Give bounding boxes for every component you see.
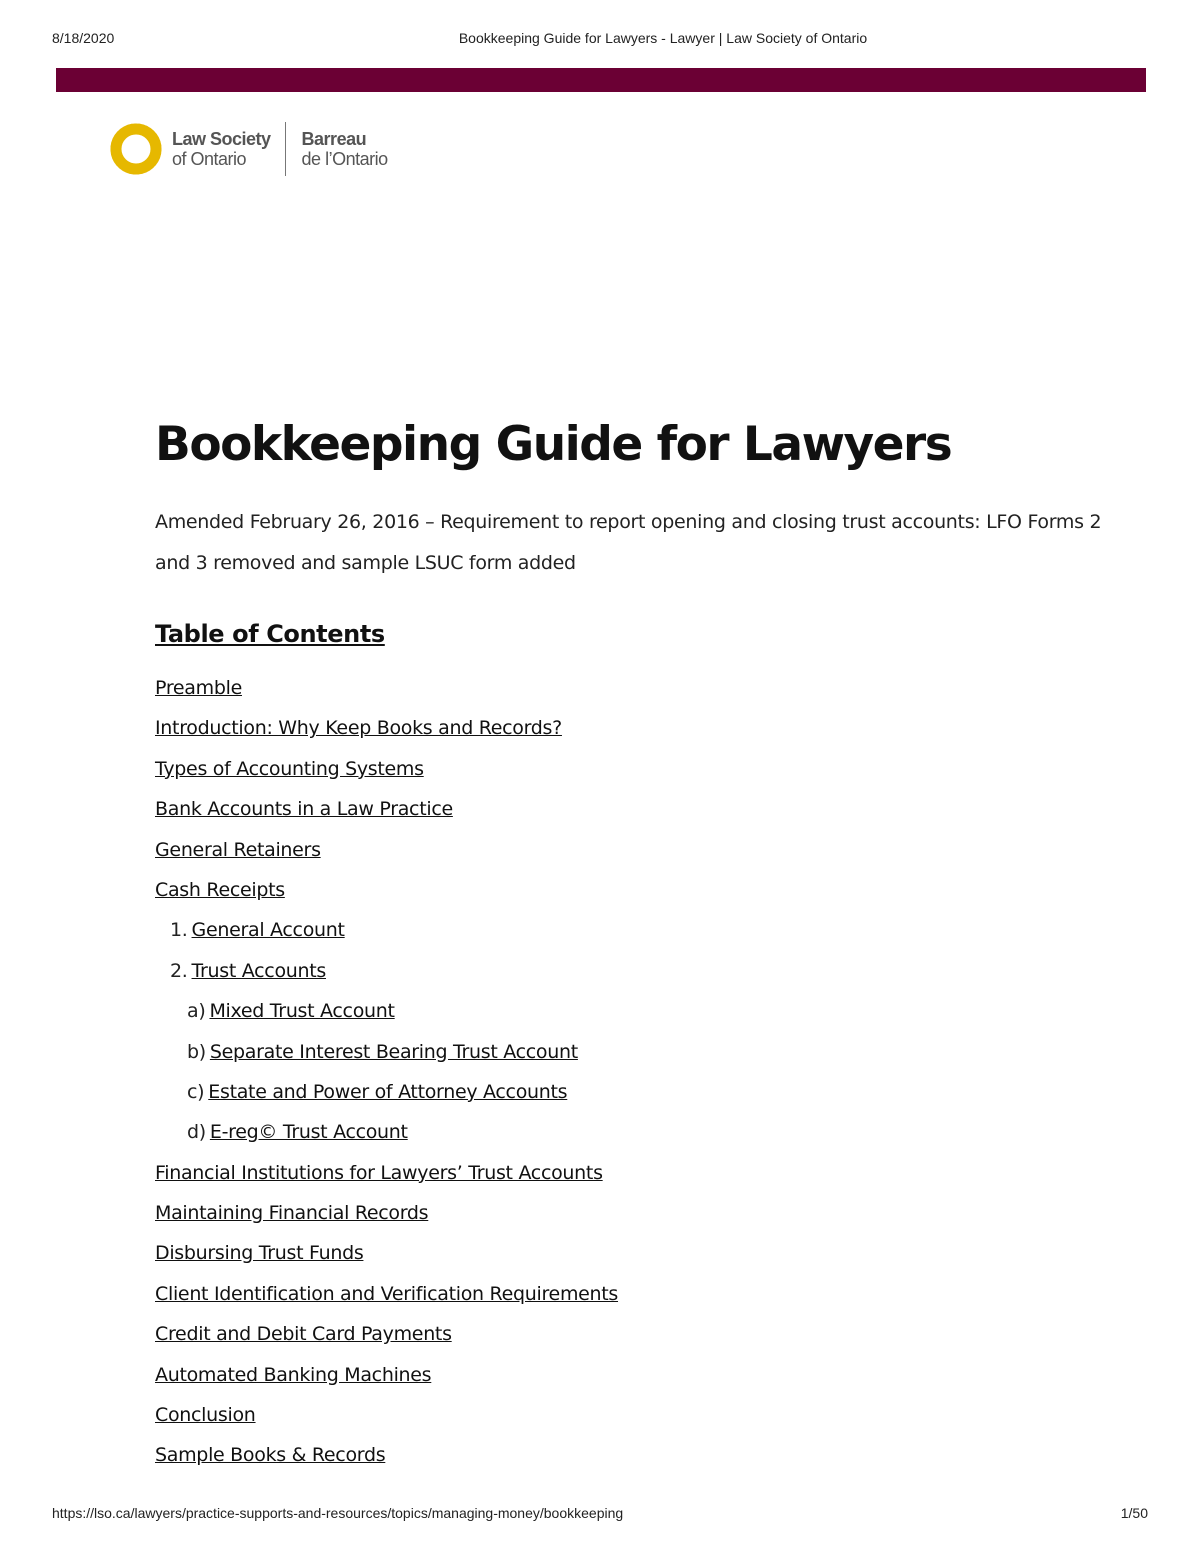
toc-link[interactable]: General Retainers <box>155 838 321 861</box>
toc-link[interactable]: Disbursing Trust Funds <box>155 1242 364 1265</box>
toc-link[interactable]: Financial Institutions for Lawyers’ Trust Accounts <box>155 1161 603 1184</box>
logo-english-line1: Law Society <box>172 129 271 149</box>
toc-item-marker: b) <box>187 1040 206 1063</box>
logo-french-line1: Barreau <box>301 129 367 149</box>
toc-link[interactable]: Automated Banking Machines <box>155 1363 432 1386</box>
toc-item <box>155 1193 1115 1233</box>
toc-link[interactable]: Maintaining Financial Records <box>155 1202 429 1225</box>
print-date: 8/18/2020 <box>52 30 115 46</box>
page-number: 1/50 <box>1120 1505 1148 1521</box>
toc-item <box>155 1233 1115 1273</box>
toc-link[interactable]: Separate Interest Bearing Trust Account <box>209 1040 578 1063</box>
logo-divider <box>285 122 286 176</box>
logo-english-line2: of Ontario <box>172 149 247 169</box>
toc-link[interactable]: General Account <box>191 919 345 942</box>
print-url: https://lso.ca/lawyers/practice-supports-and-resources/topics/managing-money/bookkeeping <box>52 1505 624 1521</box>
toc-link[interactable]: E-reg© Trust Account <box>209 1121 408 1144</box>
toc-item-marker: a) <box>187 1000 206 1023</box>
table-of-contents <box>155 668 1115 1476</box>
toc-heading[interactable]: Table of Contents <box>155 620 385 648</box>
toc-item <box>155 951 1115 991</box>
toc-item <box>155 1314 1115 1354</box>
toc-link[interactable]: Credit and Debit Card Payments <box>155 1323 452 1346</box>
toc-item-marker: 2. <box>170 959 188 982</box>
toc-item <box>155 1153 1115 1193</box>
toc-link[interactable]: Estate and Power of Attorney Accounts <box>208 1080 568 1103</box>
toc-link[interactable]: Conclusion <box>155 1404 256 1427</box>
toc-item <box>155 870 1115 910</box>
toc-item <box>155 1395 1115 1435</box>
toc-item <box>155 708 1115 748</box>
toc-item <box>155 749 1115 789</box>
main-content <box>155 410 1115 1476</box>
toc-link[interactable]: Client Identification and Verification Requirements <box>155 1282 619 1305</box>
toc-item <box>155 1032 1115 1072</box>
print-header <box>0 30 1200 50</box>
toc-item-marker: d) <box>187 1121 206 1144</box>
toc-item <box>155 1274 1115 1314</box>
print-footer <box>0 1505 1200 1525</box>
toc-link[interactable]: Preamble <box>155 677 242 699</box>
toc-link[interactable]: Introduction: Why Keep Books and Records? <box>155 717 562 740</box>
toc-item <box>155 1072 1115 1112</box>
toc-item-marker: c) <box>187 1080 205 1103</box>
toc-link[interactable]: Types of Accounting Systems <box>155 757 424 780</box>
toc-link[interactable]: Mixed Trust Account <box>209 1000 395 1023</box>
toc-item-marker: 1. <box>170 919 188 942</box>
brand-bar <box>56 68 1146 92</box>
toc-item <box>155 1435 1115 1475</box>
logo-ring-icon <box>110 123 162 175</box>
toc-link[interactable]: Trust Accounts <box>191 959 326 982</box>
toc-link[interactable]: Sample Books & Records <box>155 1444 386 1467</box>
page-title: Bookkeeping Guide for Lawyers <box>155 417 952 472</box>
toc-item <box>155 991 1115 1031</box>
toc-link[interactable]: Cash Receipts <box>155 878 285 901</box>
law-society-logo[interactable] <box>110 118 388 180</box>
toc-item <box>155 1355 1115 1395</box>
toc-item <box>155 789 1115 829</box>
toc-item <box>155 830 1115 870</box>
toc-item <box>155 910 1115 950</box>
logo-english-text <box>172 129 271 169</box>
amended-note: Amended February 26, 2016 – Requirement to report opening and closing trust accounts: LFO Forms 2 and 3 removed and sample LSUC form added <box>155 511 1102 574</box>
print-page-title: Bookkeeping Guide for Lawyers - Lawyer | Law Society of Ontario <box>458 30 868 46</box>
toc-item <box>155 1112 1115 1152</box>
logo-french-text <box>302 129 388 169</box>
toc-item <box>155 668 1115 708</box>
toc-link[interactable]: Bank Accounts in a Law Practice <box>155 798 453 821</box>
logo-french-line2: de l’Ontario <box>301 149 388 169</box>
